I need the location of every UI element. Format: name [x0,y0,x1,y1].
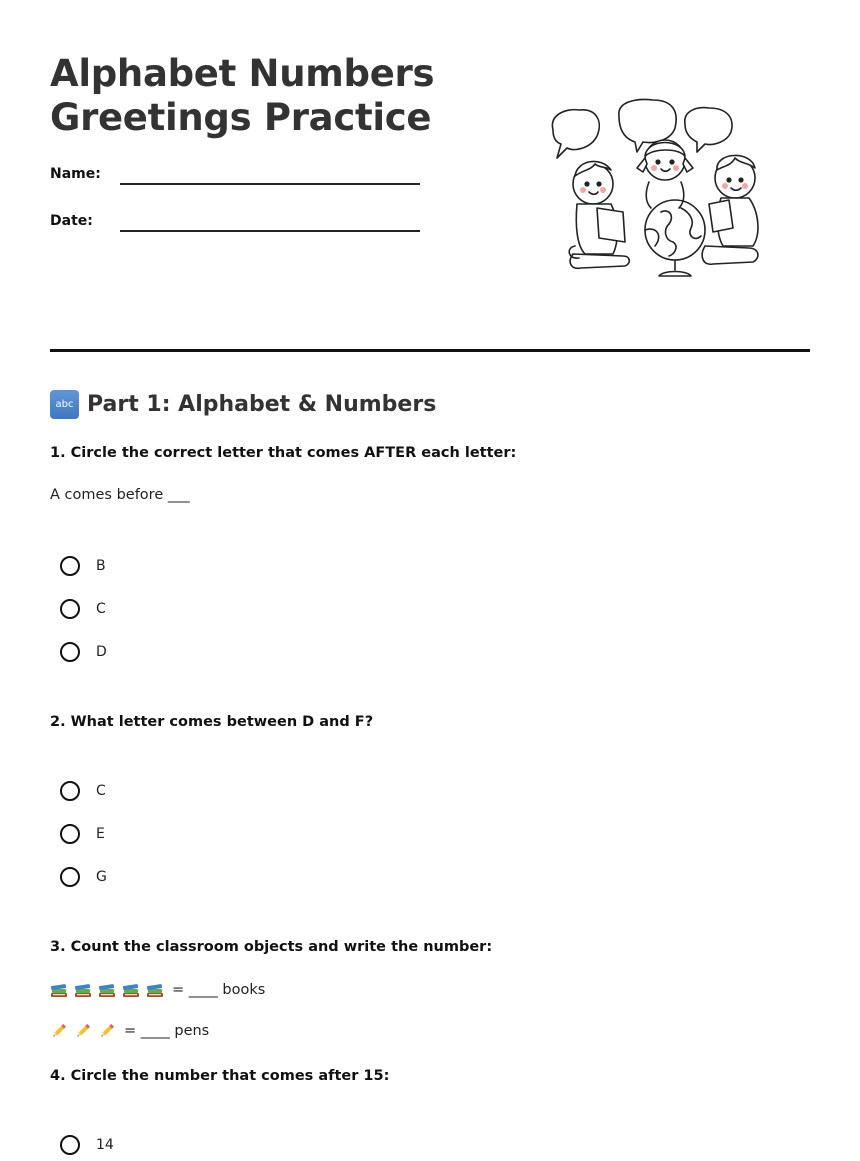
question-3: 3. Count the classroom objects and write the number: [50,939,493,955]
date-field[interactable] [50,213,420,243]
books-icon [122,981,140,999]
option-label: D [96,644,107,660]
part-1-heading [50,388,436,420]
q2-option-e[interactable] [60,821,105,847]
radio-circle[interactable] [60,781,80,801]
q2-option-c[interactable] [60,778,106,804]
pens-answer: = ____ pens [124,1023,210,1039]
books-icon [50,981,68,999]
title-line-1: Alphabet Numbers [50,52,435,95]
option-label: C [96,601,106,617]
q2-option-g[interactable] [60,864,107,890]
name-label: Name: [50,166,101,182]
pens-count-row [50,1019,209,1043]
option-label: 14 [96,1137,114,1153]
pencil-icon [74,1022,92,1040]
radio-circle[interactable] [60,642,80,662]
section-divider [50,349,810,352]
page-title [50,52,490,140]
name-field[interactable] [50,166,420,196]
books-icon [146,981,164,999]
q1-option-b[interactable] [60,553,106,579]
part-1-title: Part 1: Alphabet & Numbers [87,391,437,417]
question-4: 4. Circle the number that comes after 15: [50,1068,390,1084]
radio-circle[interactable] [60,599,80,619]
pencil-icon [98,1022,116,1040]
q1-option-c[interactable] [60,596,106,622]
q4-option-14[interactable] [60,1132,114,1158]
books-count-row [50,978,265,1002]
name-line[interactable] [120,183,420,185]
radio-circle[interactable] [60,556,80,576]
books-icon [74,981,92,999]
option-label: E [96,826,105,842]
option-label: G [96,869,107,885]
books-answer: = ____ books [172,982,266,998]
question-2: 2. What letter comes between D and F? [50,714,374,730]
books-icon-group [50,981,164,999]
radio-circle[interactable] [60,1135,80,1155]
abc-icon: abc [50,390,79,419]
radio-circle[interactable] [60,824,80,844]
kids-with-globe-illustration [545,96,771,286]
radio-circle[interactable] [60,867,80,887]
question-1-prompt: A comes before ___ [50,487,190,503]
option-label: C [96,783,106,799]
pencil-icon-group [50,1022,116,1040]
pencil-icon [50,1022,68,1040]
option-label: B [96,558,106,574]
question-1: 1. Circle the correct letter that comes AFTER each letter: [50,445,517,461]
q1-option-d[interactable] [60,639,107,665]
date-label: Date: [50,213,93,229]
date-line[interactable] [120,230,420,232]
books-icon [98,981,116,999]
title-line-2: Greetings Practice [50,96,432,139]
